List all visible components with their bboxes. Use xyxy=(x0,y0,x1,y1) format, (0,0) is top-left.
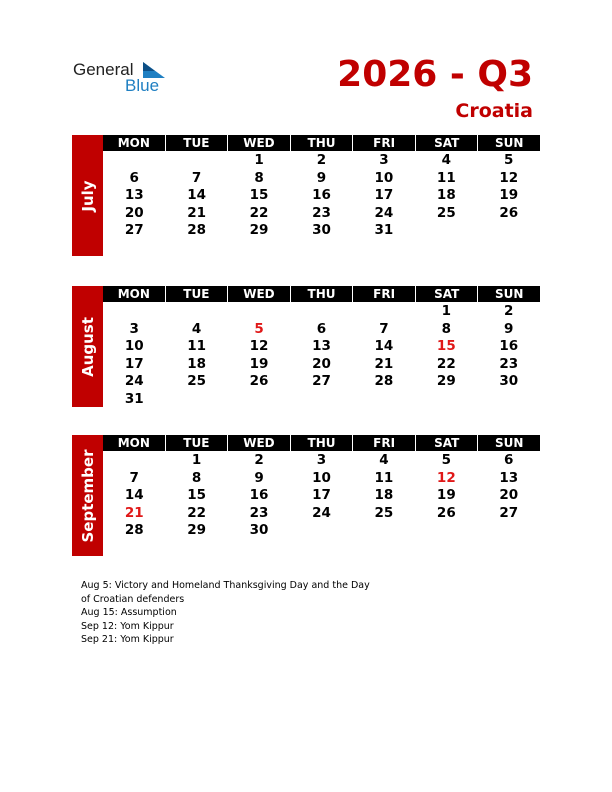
weekday-wed: WED xyxy=(228,135,290,151)
month-label-bar xyxy=(72,435,103,556)
day-grid xyxy=(103,152,540,240)
holiday-day-cell: 5 xyxy=(254,320,264,337)
day-cell: 4 xyxy=(379,452,389,468)
holiday-day-cell: 12 xyxy=(436,469,456,486)
day-cell: 28 xyxy=(187,222,207,238)
day-cell: 23 xyxy=(499,355,519,372)
day-cell: 11 xyxy=(187,338,207,354)
day-cell: 18 xyxy=(436,187,456,203)
day-cell: 22 xyxy=(249,204,269,221)
day-cell: 6 xyxy=(504,452,514,468)
empty-day-cell xyxy=(290,303,352,321)
day-cell: 24 xyxy=(312,504,331,521)
day-cell: 23 xyxy=(312,204,331,221)
empty-day-cell xyxy=(478,522,540,540)
empty-day-cell xyxy=(103,152,165,170)
weekday-fri: FRI xyxy=(353,286,415,302)
weekday-fri: FRI xyxy=(353,435,415,451)
day-cell: 10 xyxy=(374,169,394,186)
day-cell: 7 xyxy=(191,169,202,186)
day-cell: 30 xyxy=(249,522,269,538)
day-cell: 3 xyxy=(379,152,389,168)
day-cell: 24 xyxy=(374,204,394,221)
month-label-bar xyxy=(72,286,103,407)
day-cell: 17 xyxy=(374,187,394,203)
empty-day-cell xyxy=(103,303,165,321)
day-cell: 3 xyxy=(316,452,327,468)
day-cell: 2 xyxy=(504,303,514,319)
day-cell: 19 xyxy=(436,487,456,503)
day-cell: 6 xyxy=(316,320,327,337)
day-cell: 28 xyxy=(374,373,394,389)
day-cell: 11 xyxy=(436,169,456,186)
empty-day-cell xyxy=(353,522,415,540)
weekday-header xyxy=(103,286,540,302)
day-cell: 4 xyxy=(191,320,202,337)
empty-day-cell xyxy=(228,391,290,409)
weekday-sat: SAT xyxy=(416,286,478,302)
empty-day-cell xyxy=(478,222,540,240)
weekday-fri: FRI xyxy=(353,135,415,151)
weekday-sun: SUN xyxy=(478,286,540,302)
holiday-notes xyxy=(81,579,370,647)
day-cell: 14 xyxy=(374,338,394,354)
week-row xyxy=(103,487,540,505)
weekday-wed: WED xyxy=(228,286,290,302)
day-cell: 26 xyxy=(499,204,519,221)
empty-day-cell xyxy=(415,222,477,240)
day-cell: 19 xyxy=(249,355,269,372)
day-cell: 12 xyxy=(499,169,519,186)
holiday-day-cell: 21 xyxy=(124,504,144,521)
empty-day-cell xyxy=(165,391,227,409)
day-cell: 7 xyxy=(379,320,389,337)
day-cell: 27 xyxy=(499,504,519,521)
empty-day-cell xyxy=(103,452,165,470)
weekday-wed: WED xyxy=(228,435,290,451)
day-cell: 28 xyxy=(124,522,144,538)
weekday-thu: THU xyxy=(291,435,353,451)
weekday-header xyxy=(103,435,540,451)
week-row xyxy=(103,187,540,205)
day-cell: 16 xyxy=(312,187,331,203)
day-cell: 16 xyxy=(249,487,269,503)
day-cell: 27 xyxy=(312,373,331,389)
day-cell: 10 xyxy=(124,338,144,354)
day-cell: 5 xyxy=(504,152,514,168)
day-cell: 26 xyxy=(436,504,456,521)
day-cell: 27 xyxy=(124,222,144,238)
empty-day-cell xyxy=(165,303,227,321)
day-cell: 5 xyxy=(441,452,452,468)
holiday-note: Sep 12: Yom Kippur xyxy=(81,620,174,632)
day-cell: 25 xyxy=(187,373,207,389)
empty-day-cell xyxy=(165,152,227,170)
holiday-note: Aug 15: Assumption xyxy=(81,607,177,619)
day-cell: 19 xyxy=(499,187,519,203)
day-cell: 3 xyxy=(129,320,139,337)
day-grid xyxy=(103,303,540,408)
empty-day-cell xyxy=(290,391,352,409)
day-cell: 9 xyxy=(504,320,514,337)
week-row xyxy=(103,338,540,356)
month-block-september xyxy=(72,435,540,556)
week-row xyxy=(103,303,540,321)
day-cell: 9 xyxy=(316,169,327,186)
day-cell: 21 xyxy=(187,204,207,221)
weekday-sat: SAT xyxy=(416,135,478,151)
weekday-mon: MON xyxy=(103,286,165,302)
day-cell: 2 xyxy=(254,452,264,468)
week-row xyxy=(103,505,540,523)
month-name: July xyxy=(78,179,97,212)
week-row xyxy=(103,205,540,223)
week-row xyxy=(103,391,540,409)
page-title: 2026 - Q3 xyxy=(337,54,533,95)
day-cell: 29 xyxy=(187,522,207,538)
holiday-note: of Croatian defenders xyxy=(81,593,185,605)
week-row xyxy=(103,470,540,488)
day-cell: 17 xyxy=(124,355,144,372)
day-cell: 20 xyxy=(124,204,144,221)
day-cell: 26 xyxy=(249,373,269,389)
empty-day-cell xyxy=(415,522,477,540)
day-cell: 29 xyxy=(249,222,269,238)
month-block-july xyxy=(72,135,540,256)
week-row xyxy=(103,522,540,540)
day-cell: 24 xyxy=(124,373,144,389)
day-cell: 1 xyxy=(441,303,452,319)
day-cell: 13 xyxy=(312,338,331,354)
day-cell: 20 xyxy=(312,355,331,372)
day-cell: 2 xyxy=(316,152,327,168)
day-cell: 17 xyxy=(312,487,331,503)
day-cell: 9 xyxy=(254,469,264,486)
weekday-sun: SUN xyxy=(478,135,540,151)
day-cell: 1 xyxy=(254,152,264,168)
day-cell: 14 xyxy=(187,187,207,203)
weekday-mon: MON xyxy=(103,435,165,451)
empty-day-cell xyxy=(290,522,352,540)
generalblue-logo xyxy=(73,58,173,98)
week-row xyxy=(103,152,540,170)
week-row xyxy=(103,356,540,374)
logo-blue-text: Blue xyxy=(125,76,160,95)
weekday-tue: TUE xyxy=(166,435,228,451)
day-cell: 18 xyxy=(187,355,207,372)
day-cell: 11 xyxy=(374,469,394,486)
day-cell: 15 xyxy=(187,487,207,503)
week-row xyxy=(103,452,540,470)
day-cell: 31 xyxy=(124,390,144,407)
day-cell: 25 xyxy=(436,204,456,221)
month-name: September xyxy=(78,449,97,542)
holiday-note: Sep 21: Yom Kippur xyxy=(81,634,174,646)
day-cell: 7 xyxy=(129,469,139,486)
month-block-august xyxy=(72,286,540,408)
day-cell: 31 xyxy=(374,222,394,238)
day-cell: 30 xyxy=(499,373,519,389)
weekday-header xyxy=(103,135,540,151)
day-cell: 23 xyxy=(249,504,269,521)
day-cell: 22 xyxy=(187,504,207,521)
logo-general-text: General xyxy=(73,60,134,79)
day-cell: 12 xyxy=(249,338,269,354)
month-name: August xyxy=(78,316,97,377)
week-row xyxy=(103,170,540,188)
weekday-sat: SAT xyxy=(416,435,478,451)
holiday-note: Aug 5: Victory and Homeland Thanksgiving Day and the Day xyxy=(81,580,370,591)
day-cell: 8 xyxy=(441,320,452,337)
weekday-thu: THU xyxy=(291,286,353,302)
month-label-bar xyxy=(72,135,103,256)
day-cell: 10 xyxy=(312,469,331,486)
day-cell: 6 xyxy=(129,169,139,186)
empty-day-cell xyxy=(353,391,415,409)
day-cell: 4 xyxy=(441,152,452,168)
weekday-sun: SUN xyxy=(478,435,540,451)
day-cell: 16 xyxy=(499,338,519,354)
day-cell: 13 xyxy=(499,469,519,486)
day-cell: 1 xyxy=(191,452,202,468)
day-cell: 29 xyxy=(436,373,456,389)
empty-day-cell xyxy=(478,391,540,409)
empty-day-cell xyxy=(353,303,415,321)
day-cell: 8 xyxy=(254,169,264,186)
day-cell: 20 xyxy=(499,487,519,503)
day-cell: 13 xyxy=(124,187,144,203)
day-grid xyxy=(103,452,540,540)
weekday-tue: TUE xyxy=(166,286,228,302)
weekday-thu: THU xyxy=(291,135,353,151)
day-cell: 15 xyxy=(249,187,269,203)
day-cell: 21 xyxy=(374,355,394,372)
country-name: Croatia xyxy=(455,100,533,122)
day-cell: 14 xyxy=(124,487,144,503)
weekday-mon: MON xyxy=(103,135,165,151)
week-row xyxy=(103,321,540,339)
empty-day-cell xyxy=(415,391,477,409)
day-cell: 18 xyxy=(374,487,394,503)
weekday-tue: TUE xyxy=(166,135,228,151)
day-cell: 22 xyxy=(436,355,456,372)
holiday-day-cell: 15 xyxy=(436,338,456,354)
week-row xyxy=(103,222,540,240)
day-cell: 8 xyxy=(191,469,202,486)
week-row xyxy=(103,373,540,391)
empty-day-cell xyxy=(228,303,290,321)
day-cell: 25 xyxy=(374,504,394,521)
day-cell: 30 xyxy=(312,222,331,238)
